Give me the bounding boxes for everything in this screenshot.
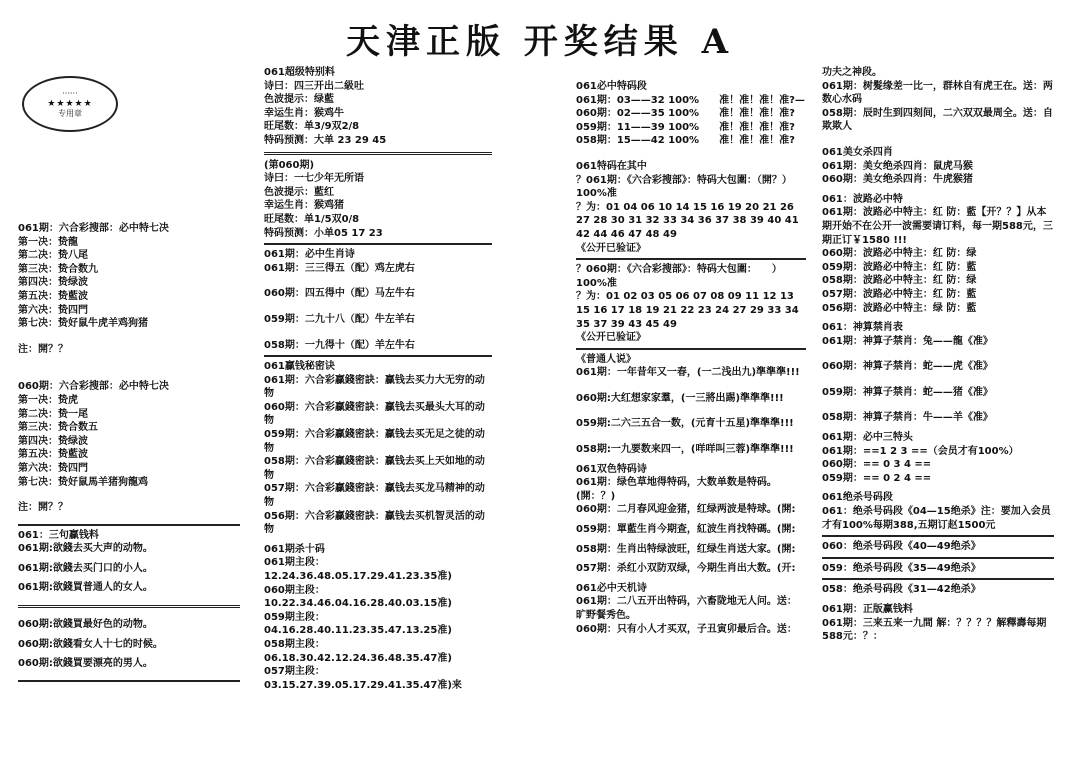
text-line: ？为：01 02 03 05 06 07 08 09 11 12 13 15 16 17 18 19 21 22 23 24 27 29 33 34 35 37 39 43 45 49 (576, 291, 803, 330)
text-line: 058：绝杀号码段《31—42绝杀》 (822, 584, 981, 596)
page-title: 天津正版 开奖结果 A (345, 22, 735, 62)
section-heading: 061双色特码诗 (576, 463, 647, 475)
text-line: ？为：01 04 06 10 14 15 16 19 20 21 26 27 28 30 31 32 33 34 36 37 38 39 40 41 42 44 46 47 48 49 (576, 201, 803, 240)
text-line: ？061期：《六合彩搜部》：特码大包圍：（開？）100%准 (576, 174, 792, 200)
seal-top-text: ······ (62, 89, 78, 98)
text-line: 061期：二八五开出特码，六畜陇地无人问。送：旷野餐秀色。 (576, 596, 797, 621)
text-line: 旺尾数：单3/9双2/8 (264, 121, 360, 133)
text-line: 061期：三三得五（配）鸡左虎右 (264, 262, 415, 274)
section-heading: 061期：必中生肖诗 (264, 249, 355, 261)
section-heading: 061期杀十码 (264, 543, 325, 555)
text-line: 幸运生肖：猴鸡猪 (264, 200, 344, 212)
text-line: 058期：神算子禁肖：牛——羊《准》 (822, 412, 993, 424)
text-line: 060期：美女绝杀四肖：牛虎猴猪 (822, 174, 973, 186)
text-line: 060期:欲錢買要漂亮的男人。 (18, 658, 153, 670)
text-line: 《公开已验证》 (576, 242, 646, 254)
text-line: 060期：六合彩搜部：必中特七决 (18, 381, 169, 393)
text-line: 060期:欲錢看女人十七的时候。 (18, 638, 163, 650)
text-line: 特码预测：小单05 17 23 (264, 227, 383, 239)
seal-bottom-text: 专用章 (58, 109, 82, 118)
text-line: 061期：绿色草地得特码，大数单数是特码。(開：？) (576, 477, 777, 502)
text-line: 幸运生肖：猴鸡牛 (264, 107, 344, 119)
seal-stars: ★★★★★ (47, 99, 93, 109)
divider (264, 152, 492, 155)
column-3 (576, 80, 806, 636)
divider (18, 524, 240, 526)
text-line: 061期:欲錢去买大声的动物。 (18, 543, 153, 555)
text-line: 057期主段：03.15.27.39.05.17.29.41.35.47准)来 (264, 666, 462, 691)
text-line: 061期：一年昔年又一春，(一二浅出九)準準準!!! (576, 367, 800, 379)
column-1 (18, 222, 240, 685)
text-line: 060期：二月春风迎金猪，红绿两波是特球。(開: (576, 504, 796, 516)
text-line: 059期：神算子禁肖：蛇——猪《准》 (822, 386, 993, 398)
text-line: 060期:大红想家家羣，(一三將出踢)準準準!!! (576, 392, 784, 404)
text-line: 058期:一九要数来四一，(咩咩叫三蓉)準準準!!! (576, 444, 794, 456)
text-line: 第四决：贽绿波 (18, 435, 88, 447)
text-line: 第六决：贽四門 (18, 304, 88, 316)
text-line: 059：绝杀号码段《35—49绝杀》 (822, 562, 981, 574)
text-line: 061期：树髮缘差一比一，群林自有虎王在。送：两数心水码 (822, 80, 1053, 106)
text-line: 060期：六合彩贏錢密訣：贏钱去买最头大耳的动物 (264, 401, 485, 427)
text-line: 058期：六合彩贏錢密訣：贏钱去买上天如地的动物 (264, 456, 485, 481)
divider (822, 578, 1054, 580)
column-2 (264, 66, 492, 692)
text-line: 060期：== 0 3 4 == (822, 459, 932, 471)
text-line: 059期:二六三五合一数，(元育十五星)準準準!!! (576, 418, 794, 430)
seal-stamp (22, 76, 118, 132)
text-line: 061期：波路必中特主：红 防：藍【开？？】从本期开始不在公开一波需要请订料，每一期588元，三期正订￥1580 !!! (822, 207, 1053, 246)
text-line: 061期：六合彩贏錢密訣：贏钱去买力大无穷的动物 (264, 374, 485, 400)
text-line: 059期：單藍生肖今期查，紅波生肖找特碼。(開: (576, 524, 796, 536)
section-heading: 061期：正版赢钱料 (822, 604, 913, 615)
text-line: 第五决：贽藍波 (18, 449, 88, 461)
section-heading: 《普通人说》 (576, 353, 636, 365)
text-line: 旺尾数：单1/5双0/8 (264, 213, 360, 225)
divider (822, 535, 1054, 537)
text-line: 058期主段：06.18.30.42.12.24.36.48.35.47准) (264, 638, 452, 664)
text-line: 059期主段：04.16.28.40.11.23.35.47.13.25准) (264, 611, 452, 637)
divider (576, 348, 806, 350)
text-line: 060期：四五得中（配）马左牛右 (264, 288, 415, 300)
text-line: 061期：三来五来一九間 解：？？？？解釋壽每期588元：？： (822, 617, 1047, 643)
section-heading: 061必中特码段 (576, 81, 647, 92)
section-heading: 061贏钱秘密诀 (264, 361, 335, 373)
text-line: 059期：== 0 2 4 == (822, 472, 932, 484)
text-line: 第五决：贽藍波 (18, 290, 88, 302)
text-line: 色波提示：绿藍 (264, 94, 334, 106)
text-line: 诗曰：一七少年无所语 (264, 173, 364, 185)
text-line: 第七决：贽好鼠牛虎羊鸡狗猪 (18, 318, 148, 330)
text-line: 058期：一九得十（配）羊左牛右 (264, 339, 415, 351)
section-heading: 功夫之神段。 (822, 67, 882, 78)
text-line: 第四决：贽绿波 (18, 277, 88, 289)
note-line: 注：開？？ (18, 343, 68, 355)
text-line: 059期：11——39 100% 准！准！准！准? (576, 121, 795, 133)
section-heading: 061绝杀号码段 (822, 492, 893, 504)
text-line: 诗曰：四三开出二級吐 (264, 80, 364, 92)
text-line: 060期：02——35 100% 准！准！准！准? (576, 108, 795, 120)
section-heading: 061：波路必中特 (822, 193, 903, 205)
text-line: 061期:欲錢買普通人的女人。 (18, 582, 153, 594)
text-line: 061期：03——32 100% 准！准！准！准?— (576, 94, 805, 106)
section-heading: 061超级特别料 (264, 67, 335, 78)
text-line: 色波提示：藍红 (264, 186, 334, 198)
text-line: 056期：六合彩贏錢密訣：贏钱去买机智灵活的动物 (264, 510, 485, 536)
text-line: 第六决：贽四門 (18, 462, 88, 474)
text-line: 060期主段：10.22.34.46.04.16.28.40.03.15准) (264, 584, 452, 610)
text-line: 061期：六合彩搜部：必中特七决 (18, 223, 169, 234)
text-line: 第一决：贽龍 (18, 236, 78, 248)
text-line: 058期：生肖出特绿波旺，红绿生肖送大家。(開: (576, 543, 796, 555)
section-heading: 061：三句贏钱料 (18, 529, 99, 541)
divider (576, 258, 806, 260)
text-line: 058期：15——42 100% 准！准！准！准? (576, 135, 795, 147)
text-line: ？060期：《六合彩搜部》：特码大包圍： ）100%准 (576, 264, 782, 289)
text-line: 061期:欲錢去买门口的小人。 (18, 562, 153, 574)
note-line: 注：開？？ (18, 502, 68, 514)
divider (822, 557, 1054, 559)
text-line: 第三决：贽合数九 (18, 263, 98, 275)
section-heading: 061特码在其中 (576, 160, 647, 172)
section-heading: 061必中天机诗 (576, 582, 647, 594)
text-line: 057期：波路必中特主：红 防：藍 (822, 288, 977, 300)
text-line: 第二决：贽八尾 (18, 250, 88, 262)
section-heading: (第060期) (264, 159, 315, 171)
text-line: 057期：六合彩贏錢密訣：贏钱去买龙马精神的动物 (264, 483, 485, 509)
text-line: 058期：辰时生到四刻间，二六双双最周全。送：自欺欺人 (822, 107, 1053, 133)
text-line: 第七决：贽好鼠馬羊猪狗龍鸡 (18, 476, 148, 488)
text-line: 060：绝杀号码段《40—49绝杀》 (822, 541, 981, 553)
text-line: 059期：六合彩贏錢密訣：贏钱去买无足之徒的动物 (264, 429, 485, 454)
section-heading: 061：神算禁肖表 (822, 322, 903, 334)
divider (264, 355, 492, 357)
text-line: 061期主段：12.24.36.48.05.17.29.41.23.35准) (264, 557, 452, 582)
text-line: 第二决：贽一尾 (18, 408, 88, 420)
text-line: 《公开已验证》 (576, 332, 646, 344)
text-line: 第一决：贽虎 (18, 394, 78, 406)
text-line: 061期：==1 2 3 ==（会员才有100%） (822, 445, 1019, 457)
column-4 (822, 66, 1054, 644)
text-line: 058期：波路必中特主：红 防：绿 (822, 275, 977, 287)
divider (18, 605, 240, 608)
text-line: 060期：波路必中特主：红 防：绿 (822, 248, 977, 260)
text-line: 060期：只有小人才买双，子丑寅卯最后合。送： (576, 623, 797, 635)
text-line: 特码预测：大单 23 29 45 (264, 134, 387, 146)
section-heading: 061期：必中三特头 (822, 432, 913, 444)
text-line: 061期：美女绝杀四肖：鼠虎马猴 (822, 160, 973, 172)
divider (18, 680, 240, 682)
text-line: 059期：二九十八（配）牛左羊右 (264, 313, 415, 325)
text-line: 060期：神算子禁肖：蛇——虎《准》 (822, 361, 993, 373)
text-line: 061：绝杀号码段《04—15绝杀》注：要加入会员才有100%每期388,五期订赵1500元 (822, 506, 1051, 531)
text-line: 060期:欲錢買最好色的动物。 (18, 619, 153, 631)
section-heading: 061美女杀四肖 (822, 146, 893, 158)
divider (264, 243, 492, 245)
text-line: 061期：神算子禁肖：兔——龍《准》 (822, 335, 993, 347)
text-line: 056期：波路必中特主：绿 防：藍 (822, 302, 977, 314)
text-line: 059期：波路必中特主：红 防：藍 (822, 261, 977, 273)
text-line: 第三决：贽合数五 (18, 422, 98, 434)
text-line: 057期：杀红小双防双绿，今期生肖出大数。(开: (576, 563, 796, 575)
